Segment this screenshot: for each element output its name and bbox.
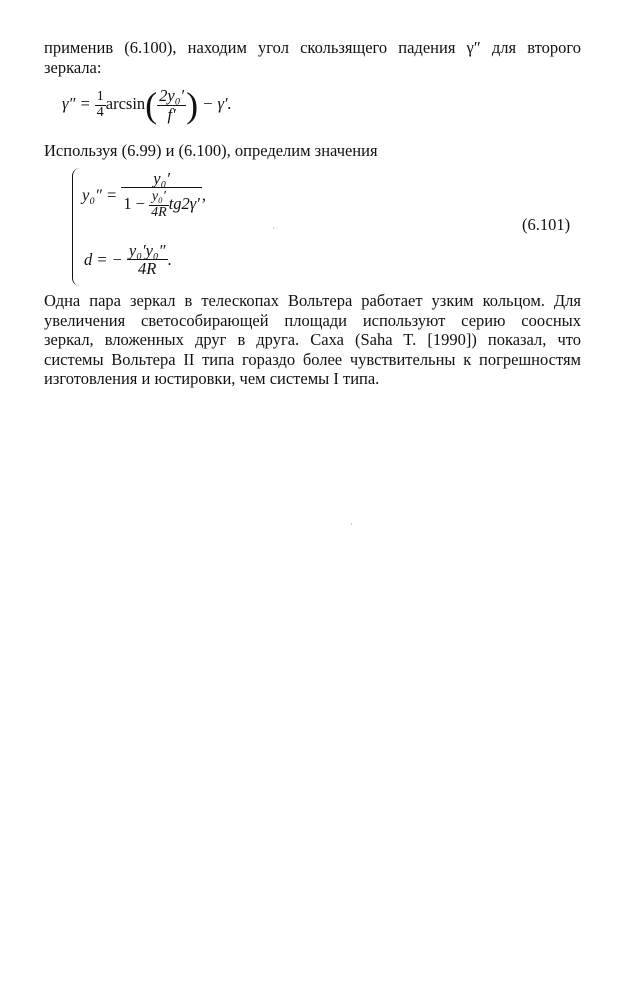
system-row-1 bbox=[82, 170, 206, 221]
scan-speck-1: · bbox=[272, 224, 275, 233]
eq1-arg-num: 2y₀′ bbox=[159, 86, 185, 106]
sys-r2-den: 4R bbox=[127, 259, 168, 277]
body-paragraph bbox=[44, 291, 581, 389]
sys-r1-fraction bbox=[121, 170, 202, 221]
sys-r2-lhs: d = − bbox=[84, 249, 123, 269]
sys-r2-fraction bbox=[127, 242, 168, 278]
eq1-arg-den: f′ bbox=[157, 105, 186, 123]
equation-number: (6.101) bbox=[522, 215, 571, 234]
eq1-coef-den: 4 bbox=[96, 104, 104, 120]
body-line-4: системы Вольтера II типа гораздо более чувствительны к погрешностям bbox=[44, 349, 581, 369]
eq1-lparen: ( bbox=[145, 85, 158, 125]
sys-r1-den bbox=[121, 187, 202, 220]
eq1-argument bbox=[157, 87, 186, 123]
body-line-3: зеркал, вложенных друг в друга. Саха (Saha T. [1990]) показал, что bbox=[44, 330, 581, 350]
intro-line-1: применив (6.100), находим угол скользящего падения γ″ для второго bbox=[44, 38, 581, 57]
sys-r1-den-frac-den: 4R bbox=[151, 205, 167, 220]
sys-r2-num: y₀′y₀″ bbox=[128, 241, 166, 260]
system-brace bbox=[72, 168, 82, 286]
sys-r1-num: y₀′ bbox=[153, 169, 170, 188]
equation-gamma-double-prime bbox=[62, 84, 232, 126]
eq1-lhs: γ″ = bbox=[62, 93, 91, 113]
eq1-rparen: ) bbox=[186, 85, 199, 125]
sys-r1-lhs: y₀″ = bbox=[82, 185, 118, 205]
intro-line-2: зеркала: bbox=[44, 57, 102, 77]
sys-r1-comma: , bbox=[201, 185, 207, 205]
system-row-2 bbox=[84, 242, 172, 278]
sys-r1-den-a: 1 − bbox=[123, 194, 146, 214]
intro-paragraph bbox=[44, 38, 581, 77]
using-paragraph bbox=[44, 141, 581, 161]
eq1-arcsin: arcsin bbox=[105, 93, 146, 113]
scan-speck-2: · bbox=[350, 520, 353, 529]
sys-r2-dot: . bbox=[167, 249, 172, 269]
sys-r1-den-fraction bbox=[149, 190, 169, 220]
using-line: Используя (6.99) и (6.100), определим значения bbox=[44, 141, 378, 160]
sys-r1-den-b: tg2γ′ bbox=[168, 194, 200, 214]
body-line-2: увеличения светособирающей площади используют серию соосных bbox=[44, 310, 581, 330]
eq1-coef-num: 1 bbox=[96, 88, 104, 104]
sys-r1-den-frac-num: y₀′ bbox=[151, 189, 166, 205]
eq1-coefficient bbox=[95, 90, 106, 120]
body-line-1: Одна пара зеркал в телескопах Вольтера работает узким кольцом. Для bbox=[44, 291, 581, 310]
eq1-tail: − γ′. bbox=[202, 93, 232, 113]
body-line-5: изготовления и юстировки, чем системы I типа. bbox=[44, 369, 380, 389]
